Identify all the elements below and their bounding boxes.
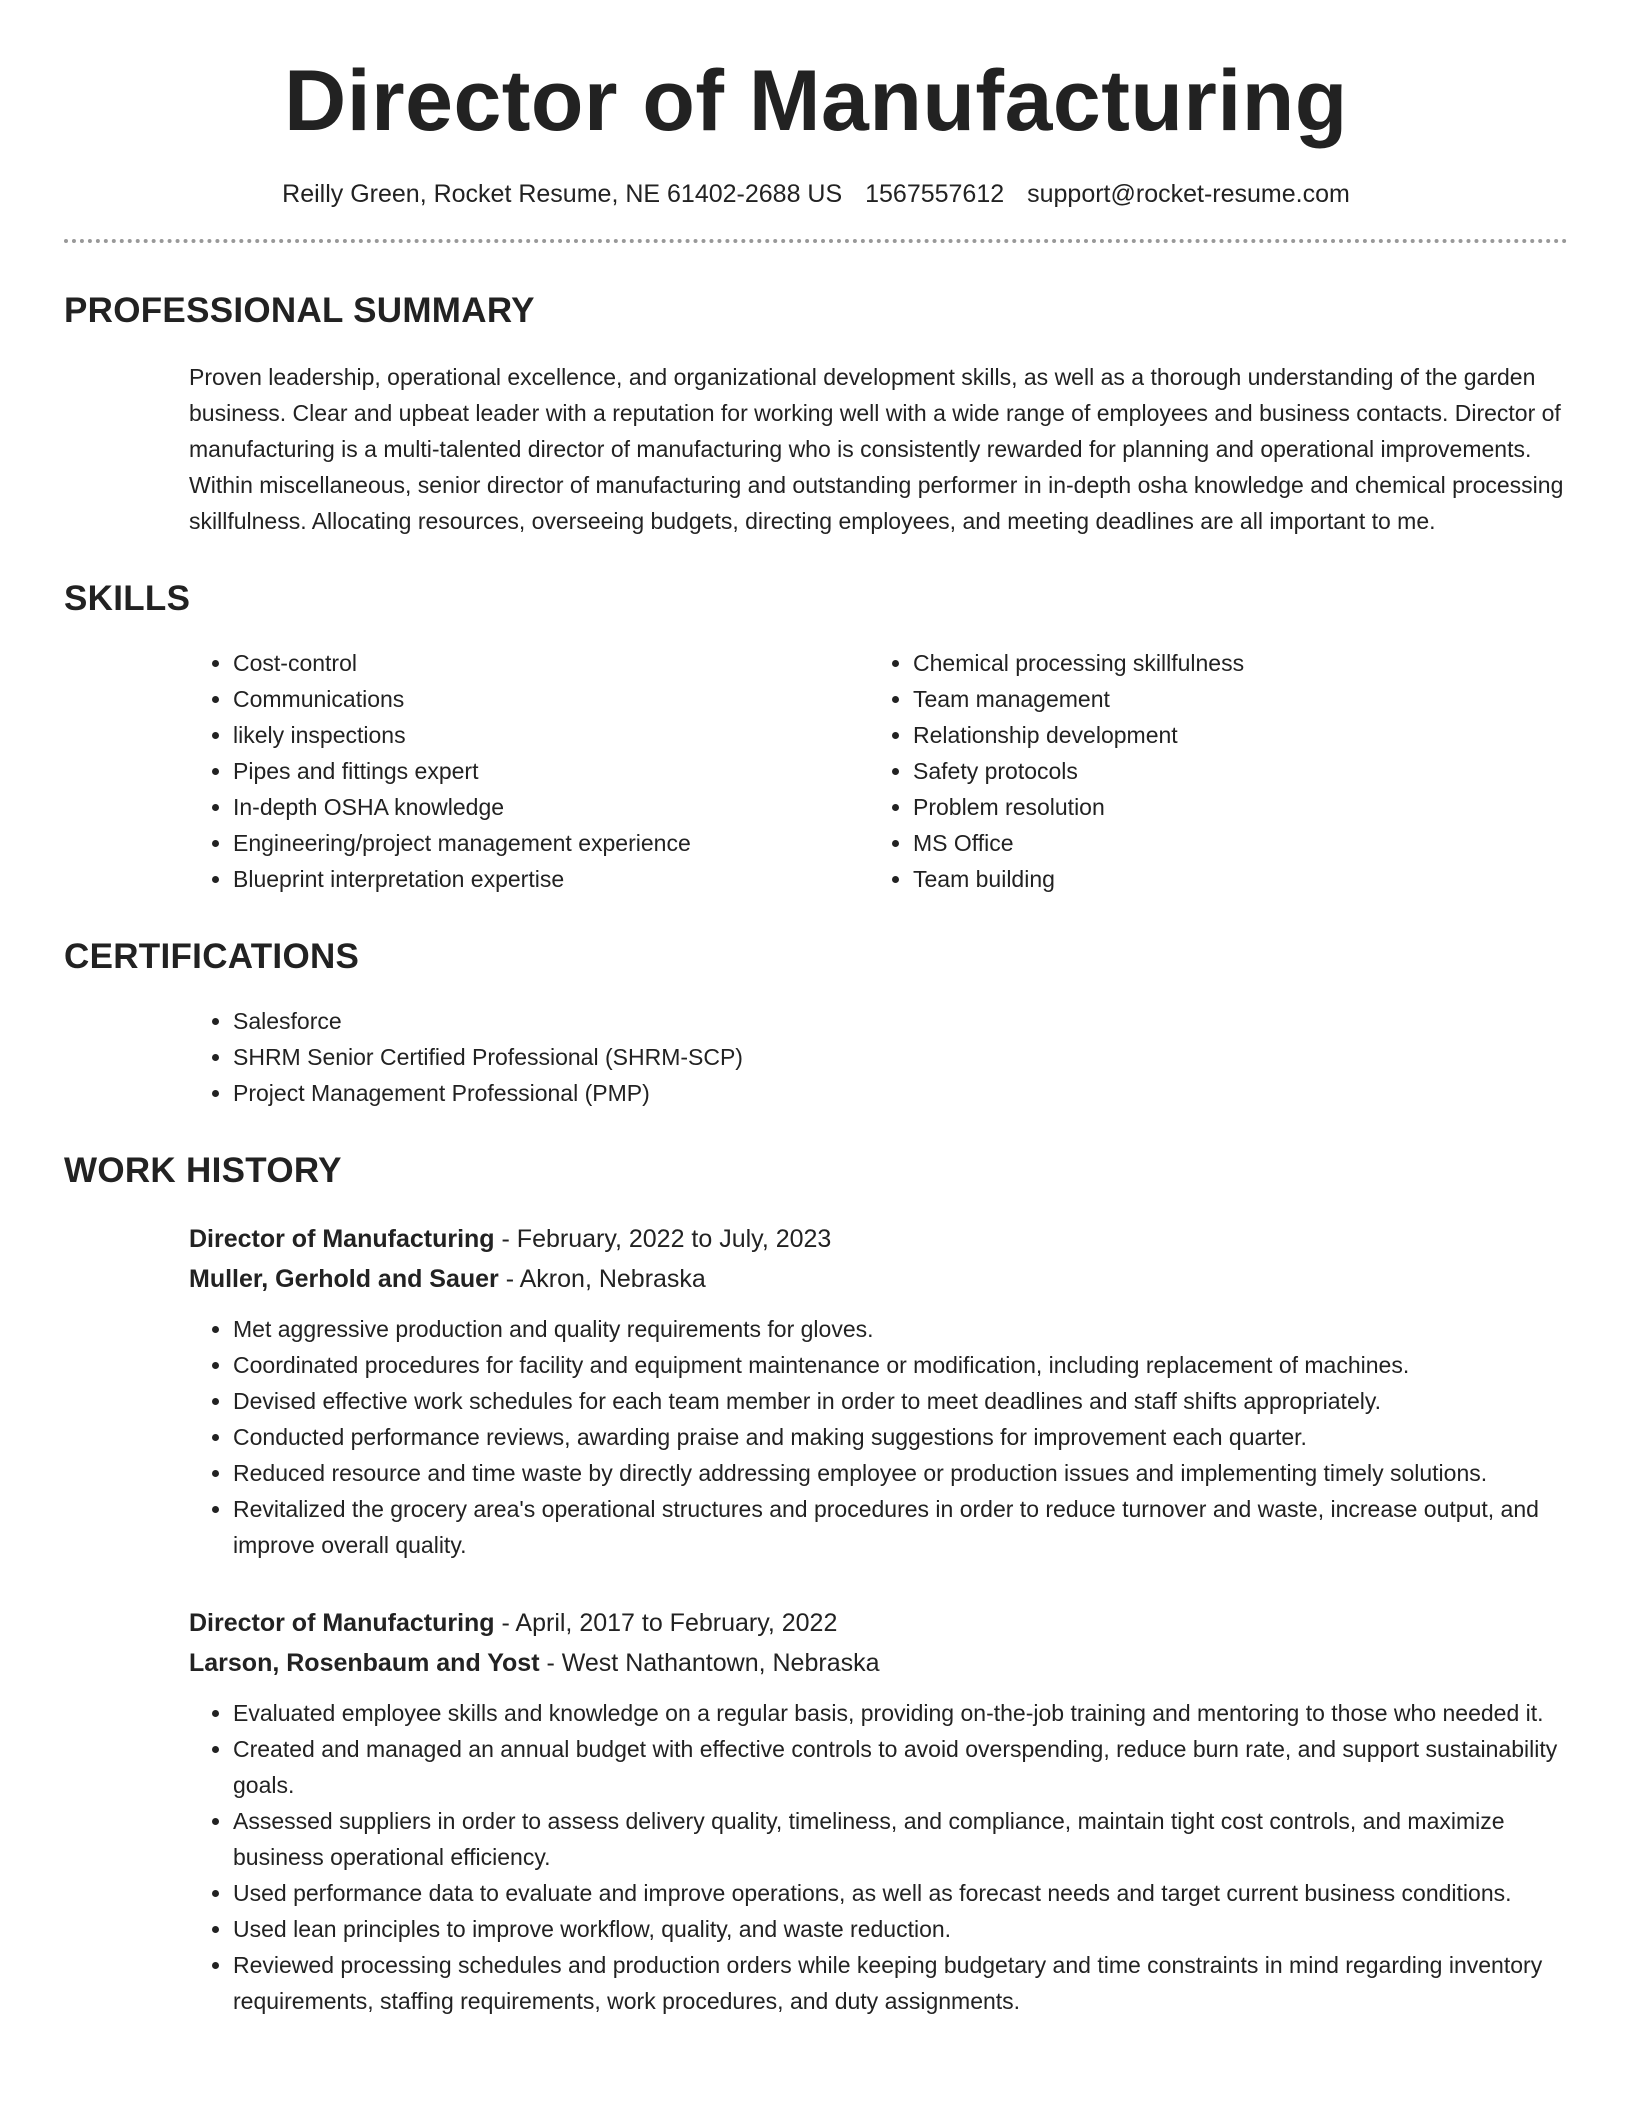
job-bullet: • Met aggressive production and quality requirements for gloves. bbox=[233, 1311, 1568, 1347]
skill-item: • Blueprint interpretation expertise bbox=[233, 861, 869, 897]
job-bullet: • Used lean principles to improve workflow, quality, and waste reduction. bbox=[233, 1911, 1568, 1947]
resume-title: Director of Manufacturing bbox=[284, 53, 1348, 149]
job-bullet: • Created and managed an annual budget with effective controls to avoid overspending, reduce burn rate, and support sustainability goals. bbox=[233, 1731, 1568, 1803]
job-title: Director of Manufacturing bbox=[189, 1609, 495, 1637]
skills-columns bbox=[64, 645, 1568, 897]
contact-email: support@rocket-resume.com bbox=[1027, 180, 1350, 208]
job-bullet: • Assessed suppliers in order to assess delivery quality, timeliness, and compliance, maintain tight cost controls, and maximize business operational efficiency. bbox=[233, 1803, 1568, 1875]
job-bullet: • Conducted performance reviews, awarding praise and making suggestions for improvement each quarter. bbox=[233, 1419, 1568, 1455]
job-title-line bbox=[189, 1603, 1568, 1643]
summary-heading: PROFESSIONAL SUMMARY bbox=[64, 291, 535, 330]
job-location: - West Nathantown, Nebraska bbox=[539, 1649, 880, 1677]
job-company: Muller, Gerhold and Sauer bbox=[189, 1265, 499, 1293]
job-company: Larson, Rosenbaum and Yost bbox=[189, 1649, 540, 1677]
summary-text: Proven leadership, operational excellence, and organizational development skills, as well as a thorough understanding of the garden business. Clear and upbeat leader with a reputation for working well with a wide range of employees and business contacts. Director of manufacturing is a multi-talented director of manufacturing who is consistently rewarded for planning and operational improvements. Within miscellaneous, senior director of manufacturing and outstanding performer in in-depth osha knowledge and chemical processing skillfulness. Allocating resources, overseeing budgets, directing employees, and meeting deadlines are all important to me. bbox=[189, 364, 1564, 534]
job-bullet: • Evaluated employee skills and knowledge on a regular basis, providing on-the-job training and mentoring to those who needed it. bbox=[233, 1695, 1568, 1731]
job-entry bbox=[64, 1219, 1568, 1563]
job-entry bbox=[64, 1603, 1568, 2019]
skill-item: • Engineering/project management experience bbox=[233, 825, 869, 861]
work-history-heading: WORK HISTORY bbox=[64, 1151, 342, 1190]
job-title: Director of Manufacturing bbox=[189, 1225, 495, 1253]
contact-phone: 1567557612 bbox=[865, 180, 1005, 208]
contact-address: Reilly Green, Rocket Resume, NE 61402-2688 US bbox=[282, 180, 843, 208]
job-bullet: • Revitalized the grocery area's operational structures and procedures in order to reduce turnover and waste, increase output, and improve overall quality. bbox=[233, 1491, 1568, 1563]
job-company-line bbox=[189, 1643, 1568, 1683]
job-company-line bbox=[189, 1259, 1568, 1299]
skill-item: • Cost-control bbox=[233, 645, 869, 681]
skill-item: • likely inspections bbox=[233, 717, 869, 753]
job-dates: - April, 2017 to February, 2022 bbox=[494, 1609, 838, 1637]
skill-item: • Team management bbox=[913, 681, 1549, 717]
certifications-section bbox=[64, 937, 1568, 1111]
skill-item: • MS Office bbox=[913, 825, 1549, 861]
work-history-section bbox=[64, 1151, 1568, 2019]
skill-item: • Chemical processing skillfulness bbox=[913, 645, 1549, 681]
skills-section bbox=[64, 579, 1568, 897]
skills-heading: SKILLS bbox=[64, 579, 191, 618]
certification-item: • Project Management Professional (PMP) bbox=[233, 1075, 1568, 1111]
certification-item: • Salesforce bbox=[233, 1003, 1568, 1039]
skill-item: • In-depth OSHA knowledge bbox=[233, 789, 869, 825]
skills-right-column bbox=[869, 645, 1549, 897]
skill-item: • Safety protocols bbox=[913, 753, 1549, 789]
summary-section bbox=[64, 291, 1568, 539]
job-bullet: • Devised effective work schedules for each team member in order to meet deadlines and staff shifts appropriately. bbox=[233, 1383, 1568, 1419]
skills-left-column bbox=[189, 645, 869, 897]
skill-item: • Problem resolution bbox=[913, 789, 1549, 825]
job-location: - Akron, Nebraska bbox=[498, 1265, 706, 1293]
skill-item: • Communications bbox=[233, 681, 869, 717]
contact-line bbox=[64, 180, 1568, 209]
job-title-line bbox=[189, 1219, 1568, 1259]
skill-item: • Pipes and fittings expert bbox=[233, 753, 869, 789]
header-divider bbox=[64, 239, 1568, 243]
certifications-heading: CERTIFICATIONS bbox=[64, 937, 360, 976]
job-bullet: • Used performance data to evaluate and improve operations, as well as forecast needs and target current business conditions. bbox=[233, 1875, 1568, 1911]
job-dates: - February, 2022 to July, 2023 bbox=[494, 1225, 832, 1253]
job-bullet: • Reviewed processing schedules and production orders while keeping budgetary and time constraints in mind regarding inventory requirements, staffing requirements, work procedures, and duty assignments. bbox=[233, 1947, 1568, 2019]
job-bullet: • Coordinated procedures for facility and equipment maintenance or modification, including replacement of machines. bbox=[233, 1347, 1568, 1383]
certification-item: • SHRM Senior Certified Professional (SHRM-SCP) bbox=[233, 1039, 1568, 1075]
skill-item: • Relationship development bbox=[913, 717, 1549, 753]
job-bullet: • Reduced resource and time waste by directly addressing employee or production issues and implementing timely solutions. bbox=[233, 1455, 1568, 1491]
skill-item: • Team building bbox=[913, 861, 1549, 897]
